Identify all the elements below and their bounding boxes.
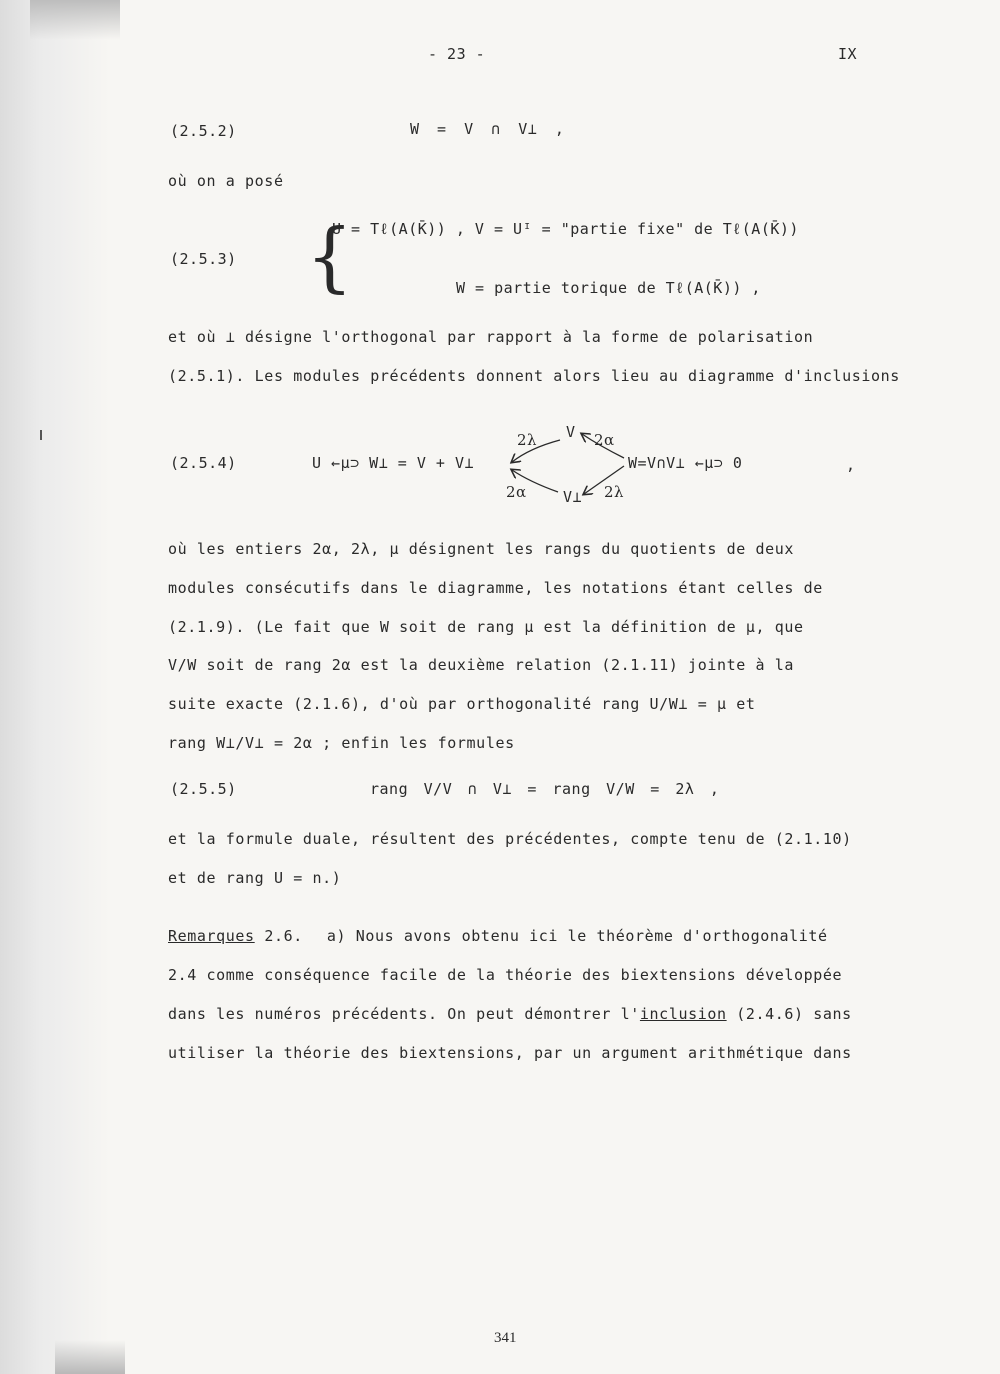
arrow-w-to-vperp [584,466,624,494]
text-ou-on-a-pose: où on a posé [168,172,284,190]
eq-253-label: (2.5.3) [170,250,237,268]
para1-line-2: (2.5.1). Les modules précédents donnent alors lieu au diagramme d'inclusions [168,367,900,385]
para1-line-1: et où ⊥ désigne l'orthogonal par rapport à la forme de polarisation [168,328,814,346]
footer-page-number: 341 [494,1330,517,1346]
arrow-w-to-v [582,434,624,458]
eq-253-line-1: U = Tℓ(A(K̄)) , V = Uᴵ = "partie fixe" de Tℓ(A(K̄)) [332,220,799,238]
para2-line-3: (2.1.9). (Le fait que W soit de rang μ est la définition de μ, que [168,618,804,636]
diagram-label-2lambda-top: 2λ [517,431,538,449]
diagram-label-2alpha-top: 2α [594,431,615,449]
para2-line-4: V/W soit de rang 2α est la deuxième relation (2.1.11) jointe à la [168,656,794,674]
eq-252-expression: W = V ∩ V⊥ , [410,120,565,138]
diagram-label-2alpha-bottom: 2α [506,483,527,501]
left-brace: { [306,213,354,301]
page-number: - 23 - [428,45,486,63]
eq-254-label: (2.5.4) [170,454,237,472]
remarks-line-3 [168,1005,852,1023]
para2-line-2: modules consécutifs dans le diagramme, les notations étant celles de [168,579,823,597]
para3-line-1: et la formule duale, résultent des précédentes, compte tenu de (2.1.10) [168,830,852,848]
para2-line-5: suite exacte (2.1.6), d'où par orthogonalité rang U/W⊥ = μ et [168,695,756,713]
remarks-line-2: 2.4 comme conséquence facile de la théorie des biextensions développée [168,966,843,984]
para2-line-6: rang W⊥/V⊥ = 2α ; enfin les formules [168,734,515,752]
eq-254-trailing-comma: , [846,456,856,474]
remarks-heading-number: 2.6. [254,927,303,945]
diagram-node-bottom: V⊥ [563,488,583,506]
eq-252-label: (2.5.2) [170,122,237,140]
remarks-heading: Remarques [168,927,255,945]
remarks-line-3-b: (2.4.6) sans [726,1005,852,1023]
remarks-line-3-a: dans les numéros précédents. On peut démontrer l' [168,1005,640,1023]
remarks-line-4: utiliser la théorie des biextensions, par un argument arithmétique dans [168,1044,852,1062]
section-number: IX [838,45,858,63]
eq-255-expression: rang V/V ∩ V⊥ = rang V/W = 2λ , [370,780,720,798]
para2-line-1: où les entiers 2α, 2λ, μ désignent les rangs du quotients de deux [168,540,794,558]
arrow-vperp-to-sum [512,470,558,492]
eq-254-left-chain: U ←μ⊃ W⊥ = V + V⊥ [312,454,475,472]
remarks-line-1-text: a) Nous avons obtenu ici le théorème d'orthogonalité [326,927,828,945]
remarks-inclusion-underlined: inclusion [639,1005,727,1023]
eq-255-label: (2.5.5) [170,780,237,798]
para3-line-2: et de rang U = n.) [168,869,342,887]
eq-254-right-chain: W=V∩V⊥ ←μ⊃ 0 [628,454,743,472]
remarks-line-1 [168,927,828,945]
eq-253-line-2: W = partie torique de Tℓ(A(K̄)) , [456,279,761,297]
arrow-v-to-sum [512,440,560,462]
diagram-label-2lambda-bottom: 2λ [604,483,625,501]
diagram-node-top: V [566,423,576,441]
